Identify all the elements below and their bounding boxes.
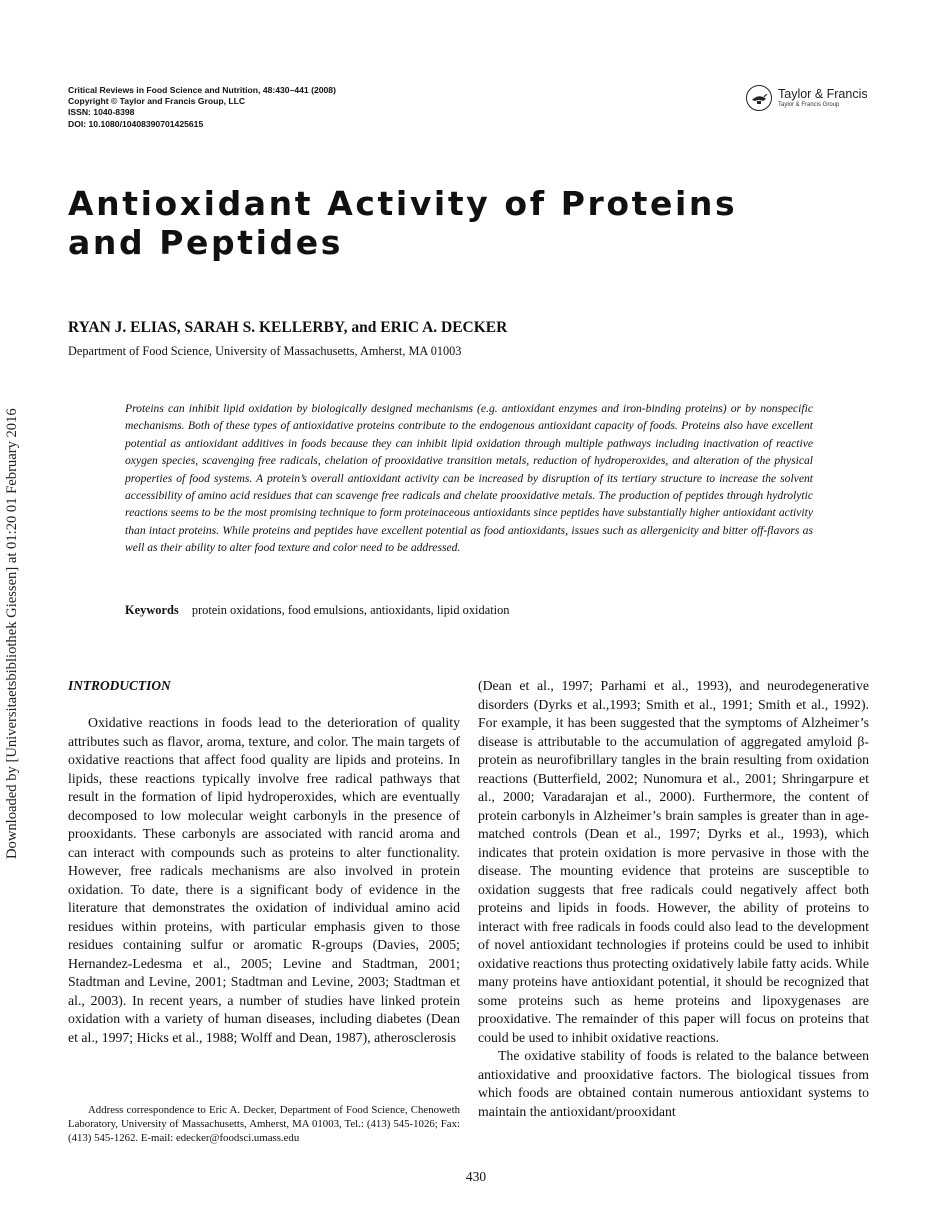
download-watermark: Downloaded by [Universitaetsbibliothek Giessen] at 01:20 01 February 2016 bbox=[4, 408, 20, 859]
copyright-line: Copyright © Taylor and Francis Group, LLC bbox=[68, 96, 246, 107]
body-paragraph: The oxidative stability of foods is related to the balance between antioxidative and prooxidative factors. The biological tissues from which foods are obtained contain numerous antioxidant systems to maintain the antioxidant/prooxidant bbox=[478, 1048, 869, 1119]
keywords-label: Keywords bbox=[125, 603, 179, 617]
journal-header bbox=[68, 85, 336, 130]
page-number: 430 bbox=[465, 1169, 487, 1184]
article-title: Antioxidant Activity of Proteins and Peptides bbox=[68, 184, 738, 262]
right-column bbox=[478, 677, 869, 1121]
doi-line: DOI: 10.1080/10408390701425615 bbox=[68, 118, 204, 129]
author-affiliation: Department of Food Science, University of Massachusetts, Amherst, MA 01003 bbox=[68, 344, 462, 358]
correspondence-footnote: Address correspondence to Eric A. Decker, Department of Food Science, Chenoweth Laboratory, University of Massachusetts, Amherst, MA 01003, Tel.: (413) 545-1026; Fax: (413) 545-1262. E-mail: edecker@foodsci.umass.edu bbox=[68, 1104, 460, 1144]
body-paragraph: Oxidative reactions in foods lead to the deterioration of quality attributes such as flavor, aroma, texture, and color. The main targets of oxidative reactions that affect food quality are lipids and proteins. In lipids, these reactions typically involve free radical pathways that result in the formation of lipid hydroperoxides, which are eventually decomposed to low molecular weight carbonyls in the presence of prooxidants. These carbonyls are associated with rancid aroma and can interact with compounds such as proteins to alter functionality. However, free radicals mechanisms are also involved in protein oxidation. To date, there is a significant body of evidence in the literature that demonstrates the oxidation of individual amino acid residues within proteins, with particular emphasis given to those residues containing sulfur or aromatic R-groups (Davies, 2005; Hernandez-Ledesma et al., 2005; Levine and Stadtman, 2001; Stadtman and Levine, 2001; Stadtman and Levine, 2003; Stadtman et al., 2003). In recent years, a number of studies have linked protein oxidation with a variety of human diseases, including diabetes (Dean et al., 1997; Hicks et al., 1988; Wolff and Dean, 1987), atherosclerosis bbox=[68, 715, 460, 1045]
journal-citation: Critical Reviews in Food Science and Nutrition, 48:430–441 (2008) bbox=[68, 85, 336, 95]
author-list: RYAN J. ELIAS, SARAH S. KELLERBY, and ERIC A. DECKER bbox=[68, 319, 508, 336]
publisher-subtitle: Taylor & Francis Group bbox=[778, 102, 840, 108]
publisher-logo bbox=[746, 85, 876, 115]
abstract: Proteins can inhibit lipid oxidation by biologically designed mechanisms (e.g. antioxidant enzymes and iron-binding proteins) or by nonspecific mechanisms. Both of these types of antioxidative proteins contribute to the endogenous antioxidant capacity of foods. Proteins also have excellent potential as antioxidant additives in foods because they can inhibit lipid oxidation through multiple pathways including inactivation of reactive oxygen species, scavenging free radicals, chelation of prooxidative transition metals, reduction of hydroperoxides, and alteration of the physical properties of food systems. A protein’s overall antioxidant activity can be increased by disruption of its tertiary structure to increase the solvent accessibility of amino acid residues that can scavenge free radicals and chelate prooxidative metals. The production of peptides through hydrolytic reactions seems to be the most promising technique to form proteinaceous antioxidants since peptides have substantially higher antioxidant activity than intact proteins. While proteins and peptides have excellent potential as food antioxidants, issues such as allergenicity and bitter off-flavors as well as their ability to alter food texture and color need to be addressed. bbox=[125, 402, 813, 555]
issn-line: ISSN: 1040-8398 bbox=[68, 107, 135, 118]
publisher-name: Taylor & Francis bbox=[778, 87, 868, 101]
body-paragraph: (Dean et al., 1997; Parhami et al., 1993), and neurodegenerative disorders (Dyrks et al.,1993; Smith et al., 1991; Smith et al., 1992). For example, it has been suggested that the symptoms of Alzheimer’s disease is attributable to the accumulation of aggregated amyloid β-protein as neurofibrillary tangles in the brain resulting from oxidation reactions (Butterfield, 2002; Nunomura et al., 2001; Shringarpure et al., 2000; Varadarajan et al., 2000). Furthermore, the content of protein carbonyls in Alzheimer’s brain samples is greater than in age-matched controls (Dean et al., 1997; Dyrks et al., 1993), which indicates that protein oxidation is more pervasive in those with the disease. The mounting evidence that proteins are susceptible to oxidation suggests that free radicals could negatively affect both proteins and lipids in foods. However, the ability of proteins to interact with free radicals in foods could also lead to the development of novel antioxidant technologies if proteins could be used to inhibit oxidative reactions thus protecting oxidatively labile fatty acids. While many proteins have antioxidant potential, it should be recognized that some proteins such as heme proteins and lipoxygenases are prooxidative. The remainder of this paper will focus on proteins that could be used to inhibit oxidative reactions. bbox=[478, 678, 869, 1045]
keywords bbox=[125, 603, 509, 618]
keywords-text: protein oxidations, food emulsions, antioxidants, lipid oxidation bbox=[191, 603, 510, 617]
section-heading: INTRODUCTION bbox=[68, 678, 171, 693]
lamp-logo-icon bbox=[746, 85, 772, 111]
